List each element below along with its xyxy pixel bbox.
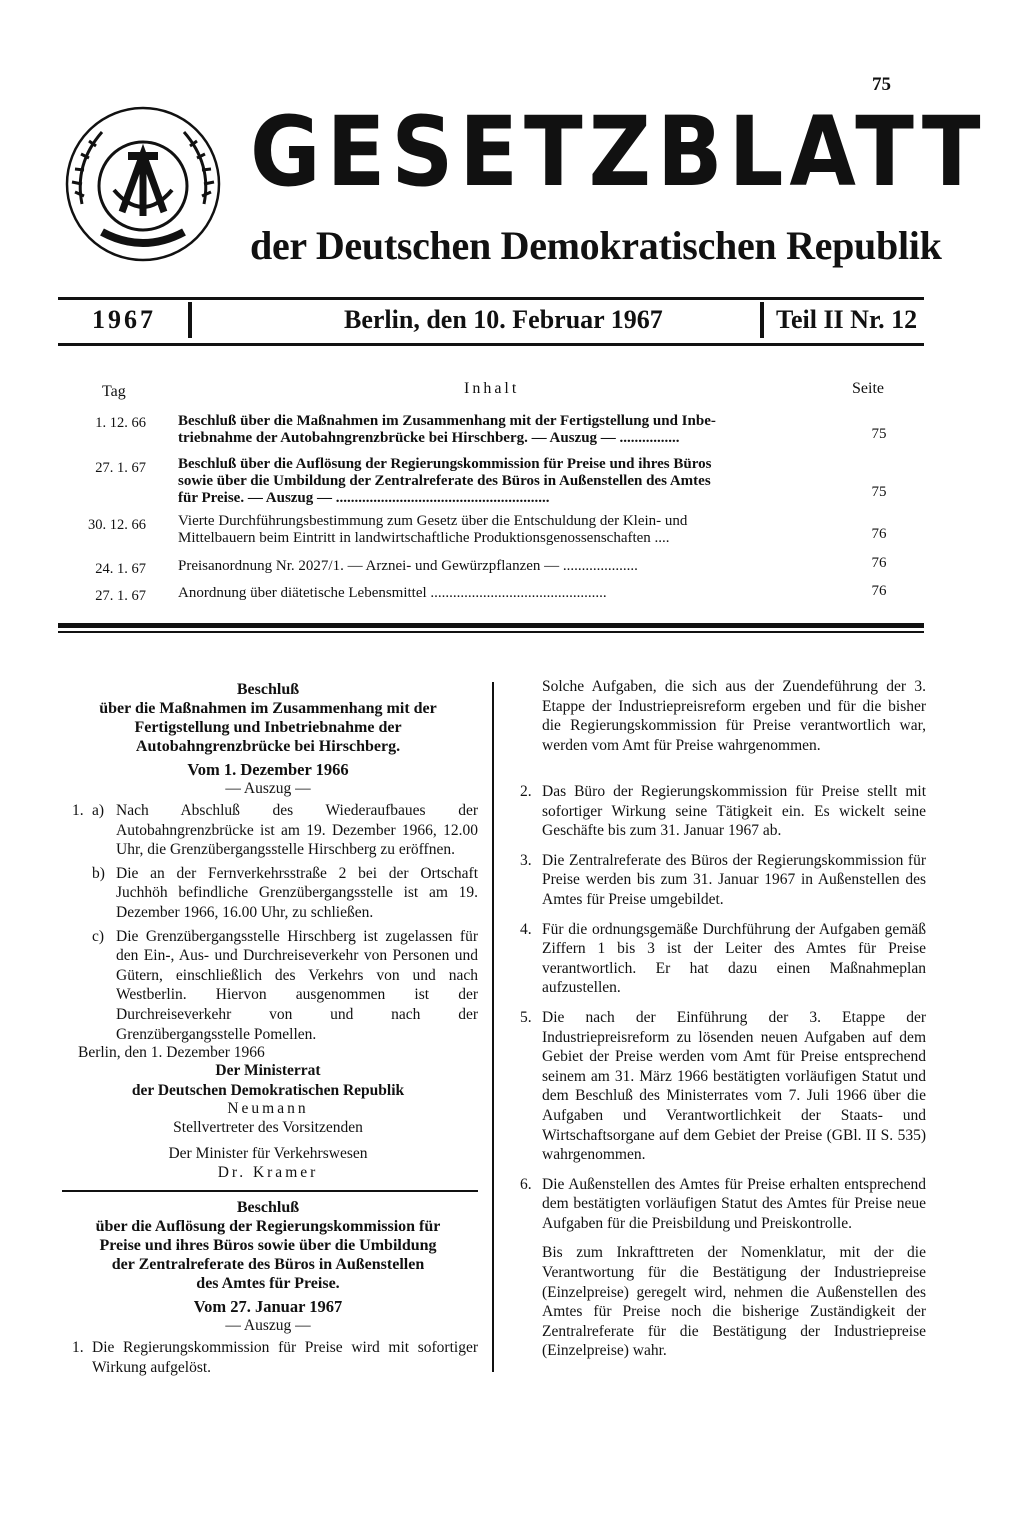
issue-rule-top <box>58 297 924 300</box>
column-divider <box>492 682 494 1372</box>
final-paragraph: Bis zum Inkrafttreten der Nomenklatur, mit der die Verantwortung für die Bestätigung der Industriepreise (Einzelpreise) geregelt wird, nehmen die Außenstellen des Amtes für Preise noch die bisherige Zuständigkeit der Zentralreferate für die Bestätigung der Industriepreise (Einzelpreise) wahr. <box>542 1244 926 1360</box>
toc-entry-text <box>178 456 824 507</box>
signature-line: der Deutschen Demokratischen Republik <box>131 1081 405 1099</box>
item-number: 2. <box>520 783 532 800</box>
sub-item-c: Die Grenzübergangsstelle Hirschberg ist zugelassen für den Ein-, Aus- und Durchreiseverkehr von Personen und Gütern, einschließlich des Verkehrs von und nach Westberlin. Hiervon ausgenommen ist der Durchreiseverkehr von und nach der Grenzübergangsstelle Pomellen. <box>116 927 478 1043</box>
toc-line: Beschluß über die Auflösung der Regierungskommission für Preise und ihres Büros <box>178 456 712 472</box>
toc-rule-thin <box>58 631 924 633</box>
numbered-item <box>516 920 926 998</box>
heading-line: Autobahngrenzbrücke bei Hirschberg. <box>135 738 401 755</box>
sub-item-a: Nach Abschluß des Wiederaufbaues der Autobahngrenzbrücke ist am 19. Dezember 1966, 12.00 Uhr, die Grenzübergangsstelle Hirschberg zu eröffnen. <box>116 802 478 859</box>
sub-label: a) <box>92 802 105 819</box>
sub-label: b) <box>92 864 105 882</box>
decree2-excerpt: — Auszug — <box>225 1317 311 1334</box>
toc-entry-date: 24. 1. 67 <box>95 561 146 577</box>
item-number: 4. <box>520 920 532 938</box>
decree1-excerpt: — Auszug — <box>225 780 311 797</box>
issue-place-date: Berlin, den 10. Februar 1967 <box>344 305 663 334</box>
heading-line: über die Maßnahmen im Zusammenhang mit der <box>99 700 437 717</box>
decree1-minister-name: Dr. Kramer <box>217 1164 319 1181</box>
decree2-date: Vom 27. Januar 1967 <box>193 1297 343 1316</box>
heading-line: des Amtes für Preise. <box>196 1275 340 1292</box>
toc-entry-page: 76 <box>871 555 887 571</box>
toc-entry-text <box>178 585 824 602</box>
issue-year: 1967 <box>92 305 156 334</box>
page-number: 75 <box>872 74 891 95</box>
toc-entry-date: 30. 12. 66 <box>88 517 146 533</box>
item-text: Die Außenstellen des Amtes für Preise erhalten entsprechend dem bestätigten vorläufigen Statut des Amtes für Preise neue Aufgaben für die Preisbildung und Preiskontrolle. <box>542 1175 926 1232</box>
item-text: Für die ordnungsgemäße Durchführung der Aufgaben gemäß Ziffern 1 bis 3 ist der Leiter des Amtes für Preise verantwortlich. Er hat dazu einen Maßnahmeplan aufzustellen. <box>542 920 926 997</box>
toc-entry-page: 76 <box>871 526 887 542</box>
toc-line: für Preise. — Auszug — ......................................................... <box>178 490 550 506</box>
item-number: 5. <box>520 1008 532 1026</box>
toc-entry-text <box>178 558 824 575</box>
masthead-subtitle: der Deutschen Demokratischen Republik <box>250 223 942 268</box>
item-number: 6. <box>520 1175 532 1193</box>
decree1-signer: Neumann <box>227 1100 309 1117</box>
toc-col-content: Inhalt <box>464 380 520 397</box>
issue-rule-bottom <box>58 343 924 346</box>
item-text: Die Zentralreferate des Büros der Regierungskommission für Preise werden bis zum 31. Januar 1967 in Außenstellen des Amtes für Preise umgebildet. <box>542 851 926 908</box>
issue-divider-left <box>188 302 192 338</box>
item-text: Die Regierungskommission für Preise wird mit sofortiger Wirkung aufgelöst. <box>92 1339 478 1376</box>
toc-line: Mittelbauern beim Eintritt in landwirtschaftliche Produktionsgenossenschaften .... <box>178 530 670 546</box>
item-text: Das Büro der Regierungskommission für Preise stellt mit sofortiger Wirkung seine Tätigkeit ein. Es wickelt seine Geschäfte bis zum 31. Januar 1967 ab. <box>542 783 926 840</box>
numbered-item <box>516 1175 926 1234</box>
heading-line: Preise und ihres Büros sowie über die Umbildung <box>99 1237 437 1254</box>
signature-line: Der Ministerrat <box>215 1062 321 1079</box>
numbered-item <box>516 1008 926 1165</box>
toc-entry-text <box>178 413 824 447</box>
state-emblem-icon <box>62 104 224 264</box>
toc-line: Anordnung über diätetische Lebensmittel ............................................... <box>178 585 607 601</box>
heading-line: über die Auflösung der Regierungskommission für <box>95 1218 441 1235</box>
toc-entry-page: 75 <box>871 426 887 442</box>
continuation-paragraph: Solche Aufgaben, die sich aus der Zuendeführung der 3. Etappe der Industriepreisreform ergeben und für die bisher die Regierungskommission für Preise verantwortlich war, werden vom Amt für Preise wahrgenommen. <box>542 678 926 754</box>
toc-rule-thick <box>58 623 924 628</box>
item-number: 1. <box>72 1339 84 1356</box>
issue-part: Teil II Nr. 12 <box>776 305 918 334</box>
toc-line: triebnahme der Autobahngrenzbrücke bei Hirschberg. — Auszug — ................ <box>178 430 680 446</box>
toc-line: Vierte Durchführungsbestimmung zum Gesetz über die Entschuldung der Klein- und <box>178 513 688 529</box>
sub-label: c) <box>92 927 105 945</box>
issue-divider-right <box>760 302 764 338</box>
decree1-item-1 <box>60 801 478 1044</box>
toc-line: Beschluß über die Maßnahmen im Zusammenhang mit der Fertigstellung und Inbe- <box>178 413 716 429</box>
decree1-minister: Der Minister für Verkehrswesen <box>168 1145 368 1162</box>
toc-entry-date: 1. 12. 66 <box>95 415 146 431</box>
item-number: 1. <box>72 802 84 819</box>
numbered-item <box>516 782 926 841</box>
toc-col-day: Tag <box>102 383 126 400</box>
decree2-heading <box>58 1198 478 1293</box>
toc-entry-date: 27. 1. 67 <box>95 588 146 604</box>
heading-line: Beschluß <box>236 1199 300 1216</box>
item-number: 3. <box>520 851 532 869</box>
toc-line: sowie über die Umbildung der Zentralreferate des Büros in Außenstellen des Amtes <box>178 473 711 489</box>
masthead-title: GESETZBLATT <box>250 96 987 209</box>
heading-line: Beschluß <box>236 681 300 698</box>
toc-line: Preisanordnung Nr. 2027/1. — Arznei- und Gewürzpflanzen — .................... <box>178 558 638 574</box>
toc-entry-date: 27. 1. 67 <box>95 460 146 476</box>
section-rule <box>62 1190 478 1192</box>
toc-col-page: Seite <box>852 380 884 397</box>
toc-entry-text <box>178 513 824 547</box>
sub-item-b: Die an der Fernverkehrsstraße 2 bei der Ortschaft Juchhöh befindliche Grenzübergangsstelle ist am 19. Dezember 1966, 16.00 Uhr, zu schließen. <box>116 864 478 921</box>
decree1-heading <box>58 680 478 756</box>
heading-line: der Zentralreferate des Büros in Außenstellen <box>111 1256 425 1273</box>
decree1-place-date: Berlin, den 1. Dezember 1966 <box>78 1044 265 1061</box>
toc-entry-page: 75 <box>871 484 887 500</box>
numbered-item <box>516 851 926 910</box>
decree2-items <box>516 782 926 1361</box>
decree1-date: Vom 1. Dezember 1966 <box>187 760 349 779</box>
item-text: Die nach der Einführung der 3. Etappe der Industriepreisreform zu lösenden neuen Aufgaben auf dem Gebiet der Preise werden vom Amt für Preise entsprechend seinem am 31. März 1966 bestätigten vorläufigen Statut und dem Beschluß des Ministerrates vom 7. Juli 1966 über die Aufgaben und Verantwortlichkeit der Staats- und Wirtschaftsorgane auf dem Gebiet der Preise (GBl. II S. 535) wahrgenommen. <box>542 1008 926 1164</box>
heading-line: Fertigstellung und Inbetriebnahme der <box>134 719 402 736</box>
decree2-item-1 <box>60 1338 478 1377</box>
decree1-signer-role: Stellvertreter des Vorsitzenden <box>173 1119 363 1136</box>
toc-entry-page: 76 <box>871 583 887 599</box>
decree1-signature-body <box>58 1061 478 1100</box>
